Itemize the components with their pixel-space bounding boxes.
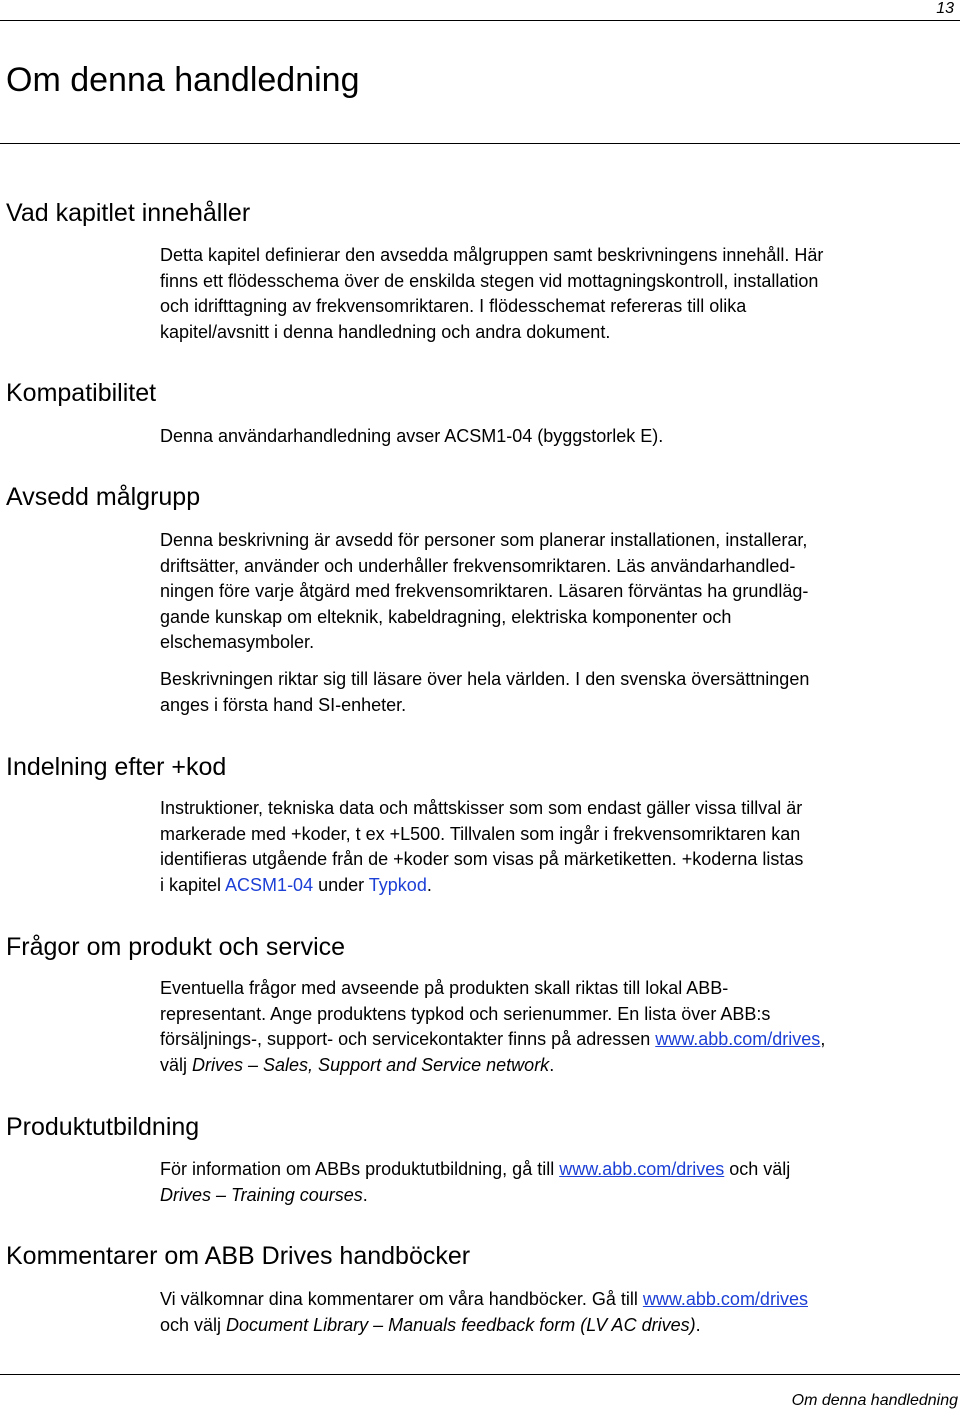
service-paragraph	[160, 976, 950, 1078]
audience-paragraph-2	[160, 667, 950, 718]
paragraph-line	[160, 873, 950, 899]
chapter-title: Om denna handledning	[6, 61, 360, 99]
paragraph-line	[160, 1287, 950, 1313]
paragraph-line	[160, 1027, 950, 1053]
section-heading-contents: Vad kapitlet innehåller	[6, 199, 251, 227]
page-footer: Om denna handledning	[791, 1392, 958, 1409]
paragraph-line: representant. Ange produktens typkod och serienummer. En lista över ABB:s	[160, 1003, 771, 1024]
section-heading-pluscode: Indelning efter +kod	[6, 753, 227, 781]
paragraph-line: elschemasymboler.	[160, 632, 315, 652]
section-heading-compat: Kompatibilitet	[6, 379, 157, 407]
paragraph-line: driftsätter, använder och underhåller frekvensomriktaren. Läs användarhandled-	[160, 555, 796, 576]
paragraph-line: Denna beskrivning är avsedd för personer som planerar installationen, installerar,	[160, 530, 808, 550]
feedback-paragraph	[160, 1287, 950, 1338]
paragraph-line: anges i första hand SI-enheter.	[160, 694, 407, 715]
section-heading-audience: Avsedd målgrupp	[6, 483, 201, 511]
page-number: 13	[936, 0, 954, 17]
training-paragraph	[160, 1157, 950, 1208]
menu-path: Drives – Training courses	[160, 1184, 363, 1205]
abb-drives-link[interactable]: www.abb.com/drives	[655, 1029, 821, 1049]
paragraph-line: Beskrivningen riktar sig till läsare över hela världen. I den svenska översättningen	[160, 669, 810, 689]
audience-paragraph	[160, 528, 950, 656]
text-run: .	[549, 1054, 555, 1075]
text-run: Vi välkomnar dina kommentarer om våra handböcker. Gå till	[160, 1289, 643, 1309]
paragraph-line: identifieras utgående från de +koder som visas på märketiketten. +koderna listas	[160, 849, 804, 869]
chapter-link-acsm1-04[interactable]: ACSM1-04	[225, 874, 314, 895]
menu-path: Document Library – Manuals feedback form (LV AC drives)	[226, 1314, 696, 1335]
text-run: försäljnings-, support- och servicekontakter finns på adressen	[160, 1029, 656, 1049]
paragraph-line: markerade med +koder, t ex +L500. Tillvalen som ingår i frekvensomriktaren kan	[160, 823, 801, 844]
paragraph-line	[160, 1183, 950, 1209]
paragraph-line	[160, 1157, 950, 1183]
paragraph-line: Eventuella frågor med avseende på produkten skall riktas till lokal ABB-	[160, 978, 729, 998]
paragraph-line	[160, 1313, 950, 1339]
footer-rule	[0, 1374, 960, 1375]
section-heading-feedback: Kommentarer om ABB Drives handböcker	[6, 1242, 471, 1270]
paragraph-line: kapitel/avsnitt i denna handledning och andra dokument.	[160, 321, 611, 342]
abb-drives-link[interactable]: www.abb.com/drives	[559, 1159, 725, 1179]
text-run: och välj	[724, 1159, 791, 1179]
pluscode-paragraph	[160, 796, 950, 898]
paragraph-line: ningen före varje åtgärd med frekvensomriktaren. Läsaren förväntas ha grundläg-	[160, 581, 809, 601]
text-run: i kapitel	[160, 874, 226, 895]
menu-path: Drives – Sales, Support and Service network	[192, 1054, 550, 1075]
paragraph-line: finns ett flödesschema över de enskilda stegen vid mottagningskontroll, installation	[160, 270, 819, 291]
section-heading-service: Frågor om produkt och service	[6, 933, 346, 961]
text-run: För information om ABBs produktutbildning, gå till	[160, 1159, 560, 1179]
text-run: under	[313, 874, 369, 895]
text-run: och välj	[160, 1314, 227, 1335]
text-run: .	[426, 874, 432, 895]
paragraph-line: Instruktioner, tekniska data och måttskisser som som endast gäller vissa tillval är	[160, 798, 803, 818]
contents-paragraph	[160, 243, 950, 345]
paragraph-line	[160, 1053, 950, 1079]
title-rule	[0, 143, 960, 144]
text-run: .	[695, 1314, 701, 1335]
paragraph-line: Detta kapitel definierar den avsedda målgruppen samt beskrivningens innehåll. Här	[160, 245, 824, 265]
section-link-typkod[interactable]: Typkod	[368, 874, 427, 895]
top-rule	[0, 20, 960, 21]
paragraph-line: gande kunskap om elteknik, kabeldragning, elektriska komponenter och	[160, 606, 732, 627]
section-heading-training: Produktutbildning	[6, 1113, 200, 1141]
compat-paragraph: Denna användarhandledning avser ACSM1-04 (byggstorlek E).	[160, 426, 664, 446]
abb-drives-link[interactable]: www.abb.com/drives	[642, 1289, 808, 1309]
text-run: ,	[820, 1029, 826, 1049]
paragraph-line: och idrifttagning av frekvensomriktaren. I flödesschemat refereras till olika	[160, 296, 747, 316]
text-run: välj	[160, 1054, 193, 1075]
text-run: .	[362, 1184, 368, 1205]
